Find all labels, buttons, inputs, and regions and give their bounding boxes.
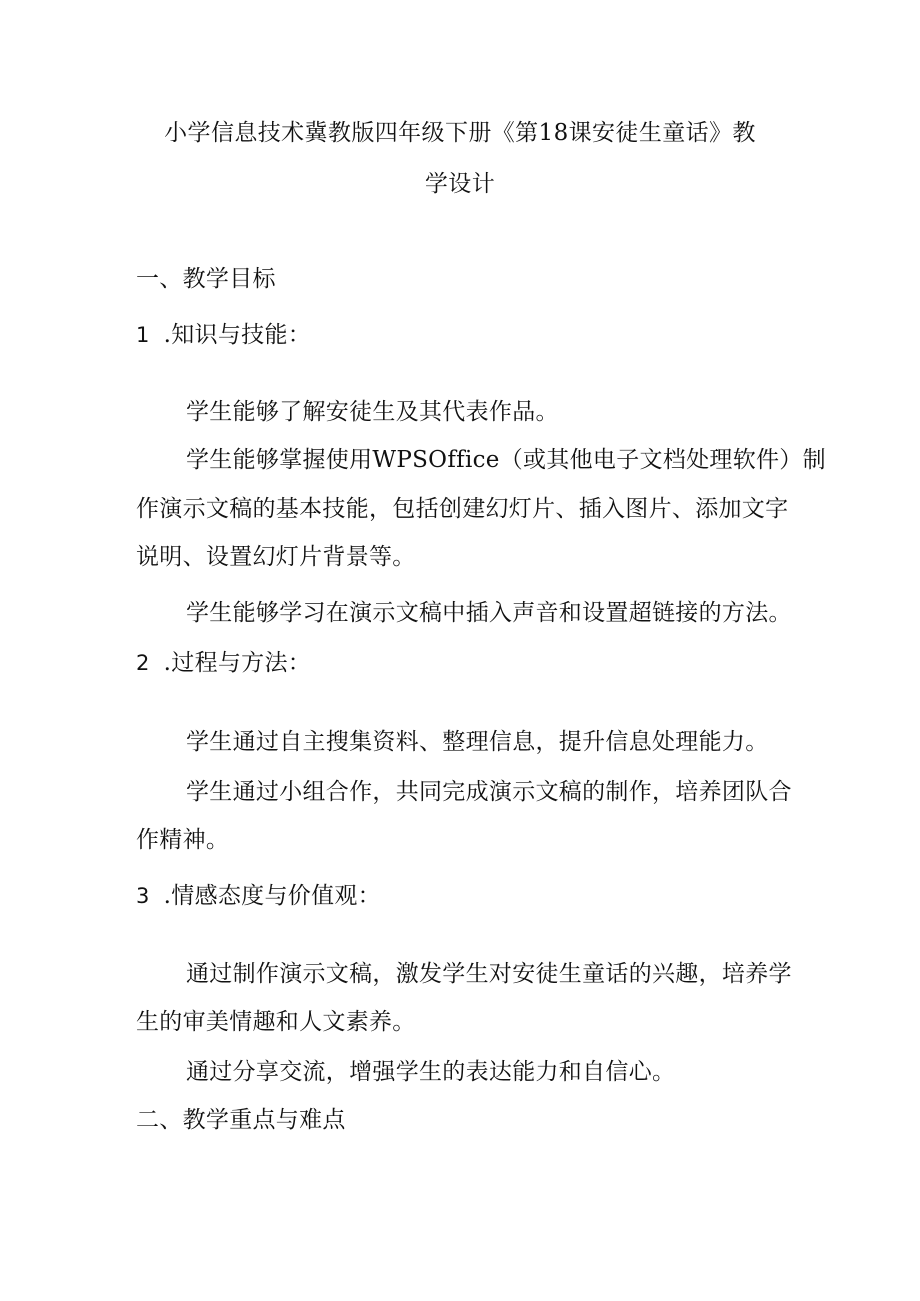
subsection2-heading — [136, 646, 311, 680]
subsection3-label: .情感态度与价值观： — [163, 883, 381, 909]
paragraph-process-1: 学生通过自主搜集资料、整理信息，提升信息处理能力。 — [186, 729, 769, 755]
subsection1-label: .知识与技能： — [163, 322, 312, 348]
section1-heading: 一、教学目标 — [136, 266, 276, 292]
subsection1-number: 1 — [136, 323, 150, 347]
subsection3-number: 3 — [136, 884, 150, 908]
subsection3-heading — [136, 879, 381, 913]
subsection2-number: 2 — [136, 651, 150, 675]
paragraph-knowledge-2-line3: 说明、设置幻灯片背景等。 — [136, 544, 416, 570]
paragraph-knowledge-2-line1: 学生能够掌握使用WPSOffice（或其他电子文档处理软件）制 — [186, 447, 826, 473]
paragraph-process-2-line1: 学生通过小组合作，共同完成演示文稿的制作，培养团队合 — [186, 779, 792, 805]
paragraph-knowledge-1: 学生能够了解安徒生及其代表作品。 — [186, 399, 559, 425]
paragraph-attitude-1-line2: 生的审美情趣和人文素养。 — [136, 1009, 416, 1035]
paragraph-attitude-1-line1: 通过制作演示文稿，激发学生对安徒生童话的兴趣，培养学 — [186, 961, 792, 987]
paragraph-process-2-line2: 作精神。 — [136, 827, 230, 853]
document-title-line2: 学设计 — [424, 171, 496, 197]
paragraph-knowledge-3: 学生能够学习在演示文稿中插入声音和设置超链接的方法。 — [186, 600, 792, 626]
subsection1-heading — [136, 318, 311, 352]
paragraph-knowledge-2-line2: 作演示文稿的基本技能，包括创建幻灯片、插入图片、添加文字 — [136, 496, 789, 522]
paragraph-attitude-2: 通过分享交流，增强学生的表达能力和自信心。 — [186, 1059, 676, 1085]
subsection2-label: .过程与方法： — [163, 650, 312, 676]
document-title-line1: 小学信息技术冀教版四年级下册《第18课安徒生童话》教 — [164, 120, 756, 146]
section2-heading: 二、教学重点与难点 — [136, 1107, 346, 1133]
